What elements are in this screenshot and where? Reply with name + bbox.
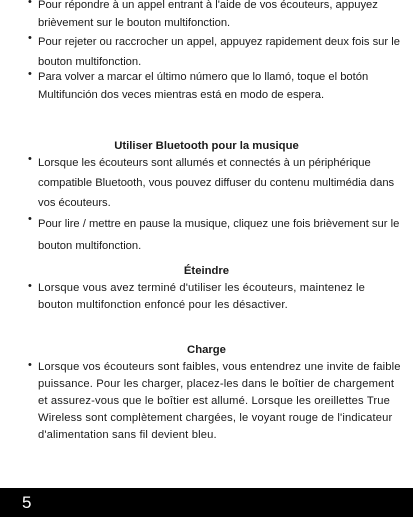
section-heading-charge: Charge (187, 344, 226, 356)
list-item-text: Lorsque vos écouteurs sont faibles, vous entendrez une invite de faible puissance. Pour les charger, placez-les dans le boîtier de chargement et assurez-vous que le boîtier est allumé. Lorsque les oreillettes True Wireless sont complètement chargées, le voyant rouge de l'indicateur d'alimentation sans fil devient bleu. (38, 361, 401, 441)
bullet-icon: • (28, 213, 32, 225)
list-item (0, 0, 413, 30)
list-item (0, 153, 413, 213)
list-item-text: Pour rejeter ou raccrocher un appel, appuyez rapidement deux fois sur le bouton multifonction. (38, 36, 400, 68)
list-item (0, 68, 413, 104)
list-item (0, 213, 413, 257)
section-heading-bluetooth: Utiliser Bluetooth pour la musique (114, 140, 299, 152)
list-item-text: Para volver a marcar el último número que lo llamó, toque el botón Multifunción dos veces mientras está en modo de espera. (38, 71, 369, 101)
section-heading-power-off: Éteindre (183, 265, 230, 277)
page-number: 5 (22, 493, 32, 512)
bullet-icon: • (28, 280, 32, 292)
list-item (0, 280, 413, 314)
list-item (0, 359, 413, 444)
call-controls-list (0, 0, 413, 104)
list-item-text: Lorsque les écouteurs sont allumés et connectés à un périphérique compatible Bluetooth, vous pouvez diffuser du contenu multimédia dans vos écouteurs. (38, 157, 395, 209)
list-item (0, 32, 413, 68)
bullet-icon: • (28, 32, 32, 44)
bullet-icon: • (28, 153, 32, 165)
list-item-text: Pour répondre à un appel entrant à l'aide de vos écouteurs, appuyez brièvement sur le bouton multifonction. (38, 0, 378, 29)
power-off-list (0, 280, 413, 314)
charge-list (0, 359, 413, 444)
list-item-text: Lorsque vous avez terminé d'utiliser les écouteurs, maintenez le bouton multifonction enfoncé pour les désactiver. (38, 282, 366, 311)
page-footer (0, 488, 413, 517)
bullet-icon: • (28, 359, 32, 371)
bluetooth-list (0, 153, 413, 257)
bullet-icon: • (28, 68, 32, 80)
list-item-text: Pour lire / mettre en pause la musique, cliquez une fois brièvement sur le bouton multifonction. (38, 218, 400, 252)
bullet-icon: • (28, 0, 32, 8)
